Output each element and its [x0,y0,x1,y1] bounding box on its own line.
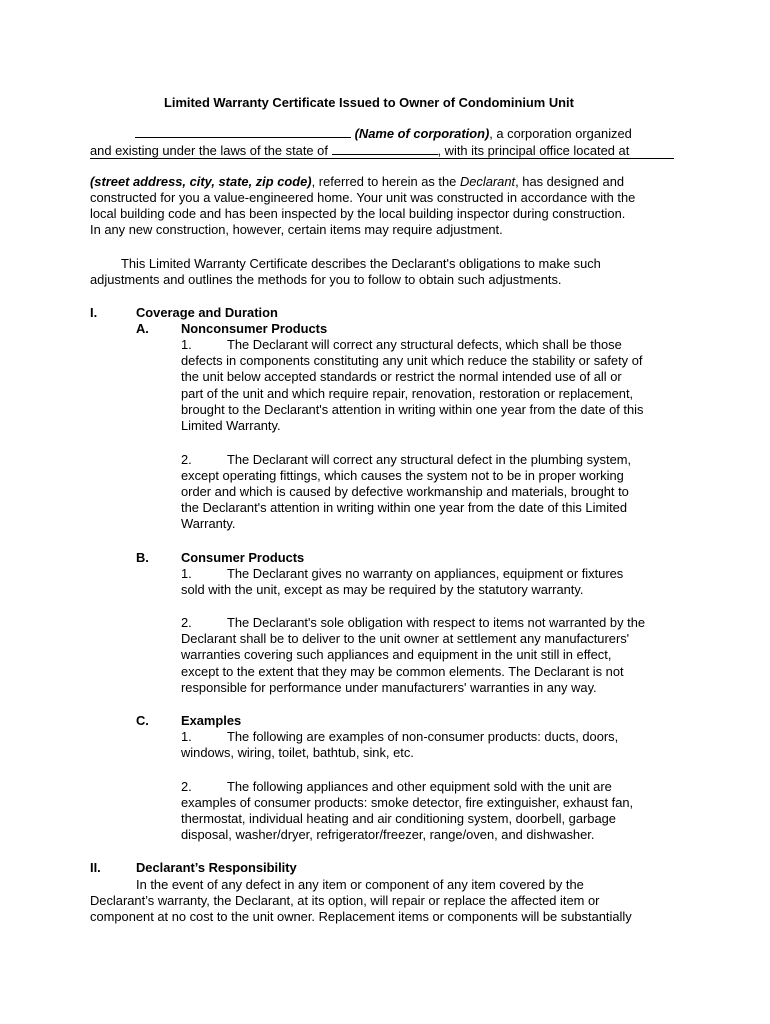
c2-line-2: examples of consumer products: smoke detector, fire extinguisher, exhaust fan, [181,795,634,810]
state-blank[interactable] [332,142,438,155]
a2-line-3: order and which is caused by defective workmanship and materials, brought to [181,484,629,499]
address-blank-line[interactable] [90,158,674,159]
declarant-term: Declarant [459,174,516,189]
c2-line-1: The following appliances and other equipment sold with the unit are [227,779,612,794]
a1-line-2: defects in components constituting any unit which reduce the stability or safety of [181,353,643,368]
c2-line-3: thermostat, individual heating and air conditioning system, doorbell, garbage [181,811,616,826]
intro-line-2-a: and existing under the laws of the state of [90,143,332,158]
section-2-line-1: In the event of any defect in any item or component of any item covered by the [136,877,584,892]
subsection-b-heading: Consumer Products [181,550,305,565]
intro-line-4 [90,174,624,190]
a1-line-1: The Declarant will correct any structural defects, which shall be those [227,337,622,352]
intro-line-7: In any new construction, however, certain items may require adjustment. [90,222,503,237]
intro-line-4-b: , has designed and [515,174,625,189]
c2-number: 2. [181,779,192,794]
section-2-line-2: Declarant’s warranty, the Declarant, at its option, will repair or replace the affected item or [90,893,600,908]
b1-number: 1. [181,566,192,581]
b2-number: 2. [181,615,192,630]
intro-line-6: local building code and has been inspected by the local building inspector during construction. [90,206,626,221]
b2-line-5: responsible for performance under manufacturers' warranties in any way. [181,680,597,695]
c1-line-2: windows, wiring, toilet, bathtub, sink, etc. [181,745,414,760]
intro-line-1 [135,125,632,142]
intro-line-5: constructed for you a value-engineered home. Your unit was constructed in accordance with the [90,190,636,205]
a1-line-6: Limited Warranty. [181,418,281,433]
section-1-heading: Coverage and Duration [136,305,278,320]
section-1-number: I. [90,305,98,320]
subsection-c-letter: C. [136,713,149,728]
subsection-c-heading: Examples [181,713,242,728]
a2-line-5: Warranty. [181,516,236,531]
intro-line-2 [90,142,629,159]
a1-line-3: the unit below accepted standards or restrict the normal intended use of all or [181,369,622,384]
b2-line-1: The Declarant's sole obligation with respect to items not warranted by the [227,615,646,630]
purpose-line-1: This Limited Warranty Certificate describes the Declarant's obligations to make such [121,256,601,271]
b2-line-3: warranties covering such appliances and equipment in the unit still in effect, [181,647,612,662]
corporation-name-blank[interactable] [135,125,351,138]
a2-line-4: the Declarant's attention in writing within one year from the date of this Limited [181,500,627,515]
section-2-heading: Declarant’s Responsibility [136,860,297,875]
c2-line-4: disposal, washer/dryer, refrigerator/freezer, range/oven, and dishwasher. [181,827,595,842]
document-title: Limited Warranty Certificate Issued to Owner of Condominium Unit [164,95,574,110]
intro-line-4-a: , referred to herein as the [311,174,460,189]
a1-line-4: part of the unit and which require repair, renovation, restoration or replacement, [181,386,634,401]
b2-line-2: Declarant shall be to deliver to the unit owner at settlement any manufacturers' [181,631,630,646]
c1-line-1: The following are examples of non-consumer products: ducts, doors, [227,729,619,744]
section-2-number: II. [90,860,101,875]
section-2-line-3: component at no cost to the unit owner. Replacement items or components will be substantially [90,909,632,924]
a1-number: 1. [181,337,192,352]
a2-number: 2. [181,452,192,467]
name-of-corporation-label: (Name of corporation) [354,126,490,141]
intro-line-2-b: , with its principal office located at [437,143,630,158]
purpose-line-2: adjustments and outlines the methods for you to follow to obtain such adjustments. [90,272,562,287]
intro-line-1-rest: , a corporation organized [489,126,632,141]
street-address-label: (street address, city, state, zip code) [90,174,312,189]
a2-line-1: The Declarant will correct any structural defect in the plumbing system, [227,452,632,467]
c1-number: 1. [181,729,192,744]
a2-line-2: except operating fittings, which causes the system not to be in proper working [181,468,624,483]
b1-line-1: The Declarant gives no warranty on appliances, equipment or fixtures [227,566,624,581]
subsection-a-letter: A. [136,321,149,336]
subsection-b-letter: B. [136,550,149,565]
subsection-a-heading: Nonconsumer Products [181,321,328,336]
b1-line-2: sold with the unit, except as may be required by the statutory warranty. [181,582,584,597]
b2-line-4: except to the extent that they may be common elements. The Declarant is not [181,664,624,679]
a1-line-5: brought to the Declarant's attention in writing within one year from the date of this [181,402,644,417]
